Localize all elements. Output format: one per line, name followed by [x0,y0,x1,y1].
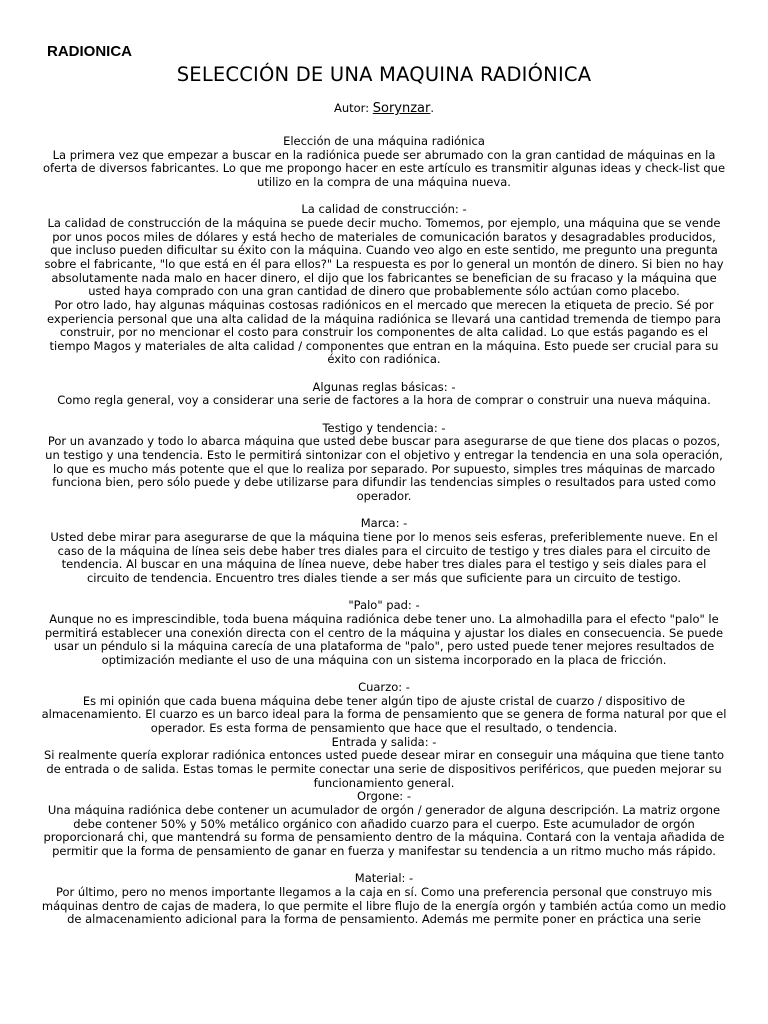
section-heading: Orgone: - [357,789,411,804]
article-section [40,736,728,791]
section-heading: Material: - [354,871,414,886]
section-paragraph: Es mi opinión que cada buena máquina debe tener algún tipo de ajuste cristal de cuarzo / dispositivo de almacenamiento. El cuarzo es un barco ideal para la forma de pensamiento que se genera de forma natural por que el operador. Es esta forma de pensamiento que hace que el resultado, o tendencia. [41,693,727,736]
article-section [40,381,728,408]
section-heading: Entrada y salida: - [331,734,437,749]
article-section [40,203,728,367]
section-heading: Marca: - [360,516,408,531]
section-paragraph: Si realmente quería explorar radiónica entonces usted puede desear mirar en conseguir una máquina que tiene tanto de entrada o de salida. Estas tomas le permite conectar una serie de dispositivos periféricos, que pueden mejorar su funcionamiento general. [43,748,725,790]
section-paragraph: Aunque no es imprescindible, toda buena máquina radiónica debe tener uno. La almohadilla para el efecto "palo" le permitirá establecer una conexión directa con el centro de la máquina y ajustar los diales en consecuencia. Se puede usar un péndulo si la máquina carecía de una plataforma de "palo", pero usted puede tener mejores resultados de optimización mediante el uso de una máquina con un sistema incorporado en la placa de fricción. [44,611,724,667]
section-heading: Cuarzo: - [358,680,410,695]
article-body [40,135,728,927]
section-paragraph: Una máquina radiónica debe contener un acumulador de orgón / generador de alguna descripción. La matriz orgone debe contener 50% y 50% metálico orgánico con añadido cuarzo para el cuerpo. Este acumulador de orgón proporcionará chi, que mantendrá su forma de pensamiento dentro de la máquina. Contará con la ventaja añadida de permitir que la forma de pensamiento de ganar en fuerza y manifestar su tendencia a un ritmo mucho más rápido. [43,803,725,859]
article-section [40,517,728,585]
section-paragraph: La primera vez que empezar a buscar en la radiónica puede ser abrumado con la gran cantidad de máquinas en la oferta de diversos fabricantes. Lo que me propongo hacer en este artículo es transmitir algunas ideas y check-list que utilizo en la compra de una máquina nueva. [42,147,726,189]
document-category-label: RADIONICA [47,43,132,60]
author-label: Autor: [333,101,373,115]
section-heading: Testigo y tendencia: - [322,420,446,435]
author-name-link[interactable]: Sorynzar [372,101,431,116]
section-heading: "Palo" pad: - [348,598,420,613]
article-section [40,599,728,667]
section-paragraph: Por último, pero no menos importante llegamos a la caja en sí. Como una preferencia personal que construyo mis máquinas dentro de cajas de madera, lo que permite el libre flujo de la energía orgón y también actúa como un medio de almacenamiento adicional para la forma de pensamiento. Además me permite poner en práctica una serie [41,884,727,927]
section-paragraph: Como regla general, voy a considerar una serie de factores a la hora de comprar o construir una nueva máquina. [57,393,711,408]
author-line [0,101,768,116]
section-heading: Algunas reglas básicas: - [312,379,456,394]
section-paragraph: La calidad de construcción de la máquina se puede decir mucho. Tomemos, por ejemplo, una máquina que se vende por unos pocos miles de dólares y está hecho de materiales de comunicación baratos y desagradables producidos, que incluso pueden dificultar su éxito con la máquina. Cuando veo algo en este sentido, me pregunto una pregunta sobre el fabricante, "lo que está en él para ellos?" La respuesta es por lo general un montón de dinero. Si bien no hay absolutamente nada malo en hacer dinero, el dijo que los fabricantes se benefician de su fracaso y la máquina que usted haya comprado con una gran cantidad de dinero que probablemente sólo actúan como placebo. [44,215,724,299]
author-suffix: . [430,101,435,115]
article-section [40,790,728,858]
section-heading: Elección de una máquina radiónica [283,134,485,148]
article-section [40,422,728,504]
page-title: SELECCIÓN DE UNA MAQUINA RADIÓNICA [176,63,592,86]
section-paragraph: Por un avanzado y todo lo abarca máquina que usted debe buscar para asegurarse de que tiene dos placas o pozos, un testigo y una tendencia. Esto le permitirá sintonizar con el objetivo y entregar la tendencia en una sola operación, lo que es mucho más potente que el que lo realiza por separado. Por supuesto, simples tres máquinas de marcado funciona bien, pero sólo puede y debe utilizarse para difundir las tendencias simples o resultados para usted como operador. [45,434,723,504]
article-section [40,872,728,927]
article-section [40,681,728,736]
section-heading: La calidad de construcción: - [301,202,467,217]
section-paragraph: Usted debe mirar para asegurarse de que la máquina tiene por lo menos seis esferas, preferiblemente nueve. En el caso de la máquina de línea seis debe haber tres diales para el circuito de testigo y tres diales para el circuito de tendencia. Al buscar en una máquina de línea nueve, debe haber tres diales para el testigo y seis diales para el circuito de tendencia. Encuentro tres diales tiende a ser más que suficiente para un circuito de testigo. [50,529,718,585]
section-paragraph: Por otro lado, hay algunas máquinas costosas radiónicos en el mercado que merecen la etiqueta de precio. Sé por experiencia personal que una alta calidad de la máquina radiónica se llevará una cantidad tremenda de tiempo para construir, por no mencionar el costo para construir los componentes de alta calidad. Lo que estás pagando es el tiempo Magos y materiales de alta calidad / componentes que entran en la máquina. Esto puede ser crucial para su éxito con radiónica. [47,297,721,367]
article-section [40,135,728,190]
